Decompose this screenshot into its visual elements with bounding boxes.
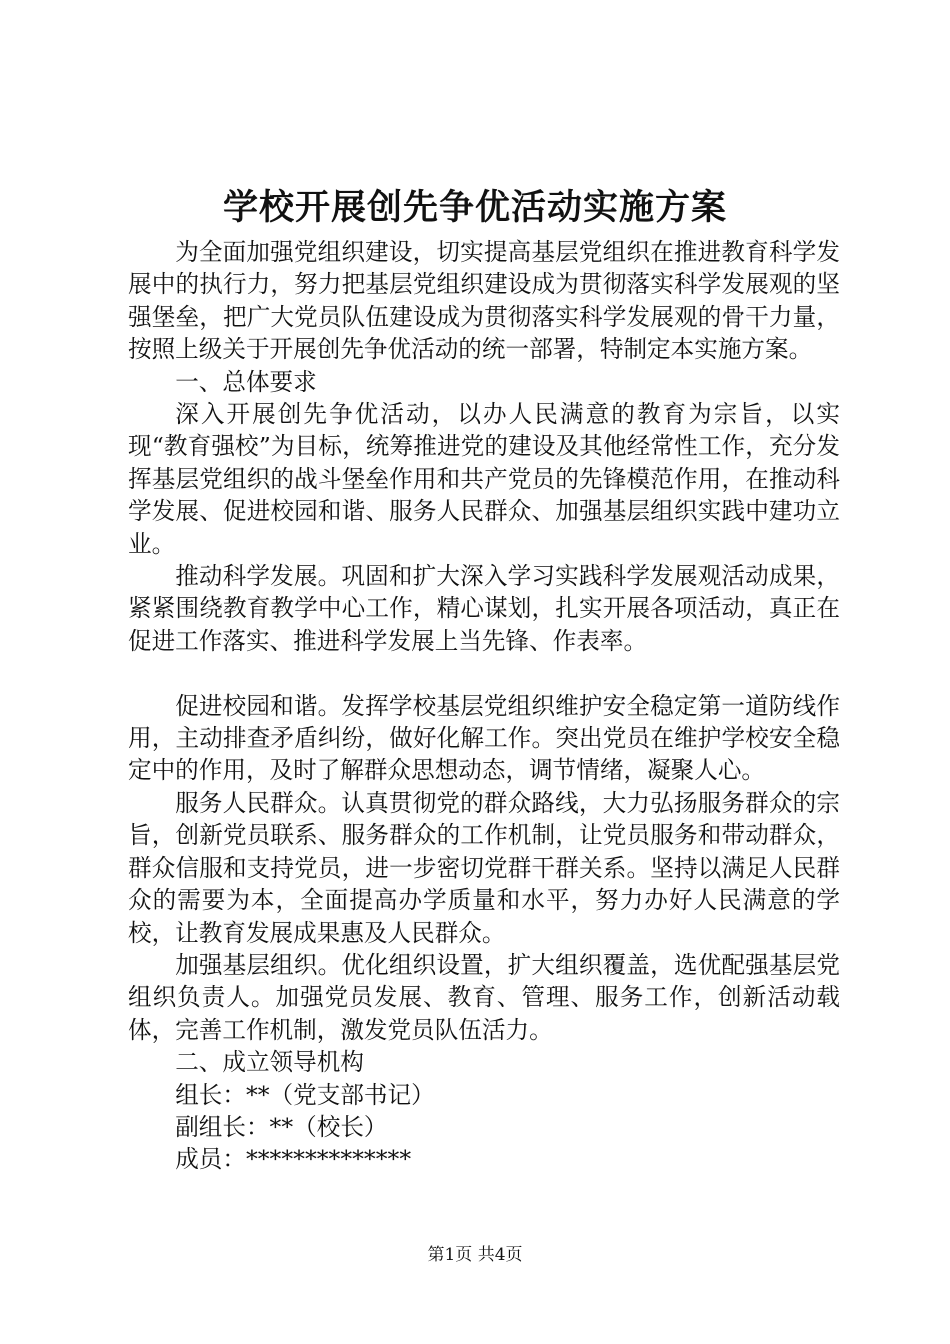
document-body [128,236,840,1176]
paragraph-strengthen-organization: 加强基层组织。优化组织设置，扩大组织覆盖，选优配强基层党组织负责人。加强党员发展、教育、管理、服务工作，创新活动载体，完善工作机制，激发党员队伍活力。 [128,950,840,1044]
leader-line: 组长：**（党支部书记） [175,1080,435,1109]
paragraph-campus-harmony: 促进校园和谐。发挥学校基层党组织维护安全稳定第一道防线作用，主动排查矛盾纠纷，做好化解工作。突出党员在维护学校安全稳定中的作用，及时了解群众思想动态，调节情绪，凝聚人心。 [128,691,840,785]
section-heading-general-requirements: 一、总体要求 [175,367,317,396]
page-number: 第1页 共4页 [427,1245,523,1265]
paragraph-intro: 为全面加强党组织建设，切实提高基层党组织在推进教育科学发展中的执行力，努力把基层党组织建设成为贯彻落实科学发展观的坚强堡垒，把广大党员队伍建设成为贯彻落实科学发展观的骨干力量，按照上级关于开展创先争优活动的统一部署，特制定本实施方案。 [128,238,840,364]
section-heading-leadership: 二、成立领导机构 [175,1048,364,1077]
document-title: 学校开展创先争优活动实施方案 [222,187,727,228]
paragraph-serve-people: 服务人民群众。认真贯彻党的群众路线，大力弘扬服务群众的宗旨，创新党员联系、服务群众的工作机制，让党员服务和带动群众，群众信服和支持党员，进一步密切党群干群关系。坚持以满足人民群众的需要为本，全面提高办学质量和水平，努力办好人民满意的学校，让教育发展成果惠及人民群众。 [128,788,840,947]
paragraph-promote-development: 推动科学发展。巩固和扩大深入学习实践科学发展观活动成果，紧紧围绕教育教学中心工作，精心谋划，扎实开展各项活动，真正在促进工作落实、推进科学发展上当先锋、作表率。 [128,562,840,655]
paragraph-general-requirements: 深入开展创先争优活动，以办人民满意的教育为宗旨，以实现“教育强校”为目标，统筹推进党的建设及其他经常性工作，充分发挥基层党组织的战斗堡垒作用和共产党员的先锋模范作用，在推动科学发展、促进校园和谐、服务人民群众、加强基层组织实践中建功立业。 [128,400,840,558]
members-line: 成员：************** [175,1145,412,1174]
deputy-leader-line: 副组长：**（校长） [175,1112,388,1141]
